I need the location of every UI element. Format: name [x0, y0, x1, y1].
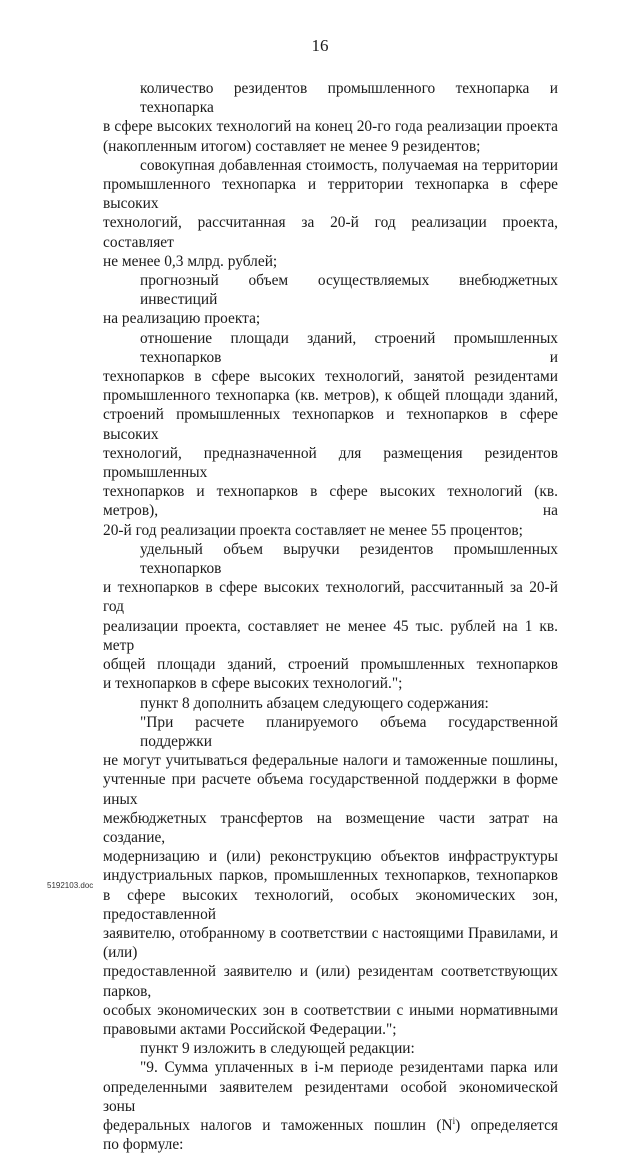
text-line: общей площади зданий, строений промышленных технопарков — [103, 656, 558, 674]
text-line: в сфере высоких технологий на конец 20-го года реализации проекта — [103, 118, 558, 136]
paragraph-residents-count — [103, 79, 558, 156]
paragraph-point-9-intro — [103, 1039, 558, 1058]
formula-superscript: i — [452, 1115, 456, 1126]
text-line: технопарков и технопарков в сфере высоких технологий (кв. метров), на — [103, 483, 558, 520]
text-line: совокупная добавленная стоимость, получаемая на территории — [140, 156, 558, 174]
paragraph-investments — [103, 271, 558, 329]
text-line: и технопарков в сфере высоких технологий."; — [103, 675, 403, 693]
document-body — [103, 79, 558, 1154]
text-line: удельный объем выручки резидентов промышленных технопарков — [140, 540, 558, 578]
text-line: технологий, рассчитанная за 20-й год реализации проекта, составляет — [103, 214, 558, 251]
text-line: не могут учитываться федеральные налоги и таможенные пошлины, — [103, 752, 558, 770]
paragraph-area-ratio — [103, 329, 558, 540]
text-line: отношение площади зданий, строений промышленных технопарков и — [140, 329, 558, 366]
paragraph-added-value — [103, 156, 558, 271]
text-line: количество резидентов промышленного технопарка и технопарка — [140, 80, 558, 117]
text-line: учтенные при расчете объема государственной поддержки в форме иных — [103, 771, 558, 808]
text-line: 20-й год реализации проекта составляет не менее 55 процентов; — [103, 521, 523, 539]
text-line: особых экономических зон в соответствии с иными нормативными — [103, 1001, 558, 1019]
text-line: реализации проекта, составляет не менее 45 тыс. рублей на 1 кв. метр — [103, 617, 558, 654]
text-line: технологий, предназначенной для размещения резидентов промышленных — [103, 444, 558, 482]
text-line: и технопарков в сфере высоких технологий, рассчитанный за 20-й год — [103, 579, 558, 616]
text-line: прогнозный объем осуществляемых внебюджетных инвестиций — [140, 272, 558, 309]
text-line: в сфере высоких технологий, особых экономических зон, предоставленной — [103, 886, 558, 923]
paragraph-point-9-text — [103, 1058, 558, 1154]
text-line: технопарков в сфере высоких технологий, занятой резидентами — [103, 368, 558, 386]
file-name-footer: 5192103.doc — [47, 881, 94, 890]
formula-tail: ) определяется — [455, 1116, 558, 1134]
text-line: предоставленной заявителю и (или) резидентам соответствующих парков, — [103, 963, 558, 1000]
page-number: 16 — [311, 36, 329, 55]
text-line: не менее 0,3 млрд. рублей; — [103, 252, 278, 270]
formula-text: федеральных налогов и таможенных пошлин (N — [103, 1116, 453, 1134]
text-line: заявителю, отобранному в соответствии с настоящими Правилами, и (или) — [103, 924, 558, 962]
text-line: на реализацию проекта; — [103, 310, 261, 328]
text-line: определенными заявителем резидентами особой экономической зоны — [103, 1078, 558, 1115]
text-line: межбюджетных трансфертов на возмещение части затрат на создание, — [103, 809, 558, 846]
text-line: правовыми актами Российской Федерации."; — [103, 1020, 397, 1038]
text-line: "9. Сумма уплаченных в i-м периоде резидентами парка или — [140, 1059, 558, 1077]
text-line: "При расчете планируемого объема государственной поддержки — [140, 713, 558, 750]
paragraph-point-8-text — [103, 713, 558, 1039]
text-line: промышленного технопарка и территории технопарка в сфере высоких — [103, 176, 558, 213]
text-line: пункт 8 дополнить абзацем следующего содержания: — [140, 694, 489, 712]
text-line: модернизацию и (или) реконструкцию объектов инфраструктуры — [103, 848, 558, 866]
text-line: (накопленным итогом) составляет не менее 9 резидентов; — [103, 137, 481, 155]
text-line: пункт 9 изложить в следующей редакции: — [140, 1040, 415, 1058]
paragraph-point-8-intro — [103, 694, 558, 713]
text-line: промышленного технопарка (кв. метров), к общей площади зданий, — [103, 387, 558, 405]
text-line: индустриальных парков, промышленных технопарков, технопарков — [103, 867, 558, 885]
text-line: по формуле: — [103, 1136, 184, 1154]
paragraph-revenue — [103, 540, 558, 694]
text-line: строений промышленных технопарков и технопарков в сфере высоких — [103, 406, 558, 443]
formula-line — [103, 1116, 558, 1135]
